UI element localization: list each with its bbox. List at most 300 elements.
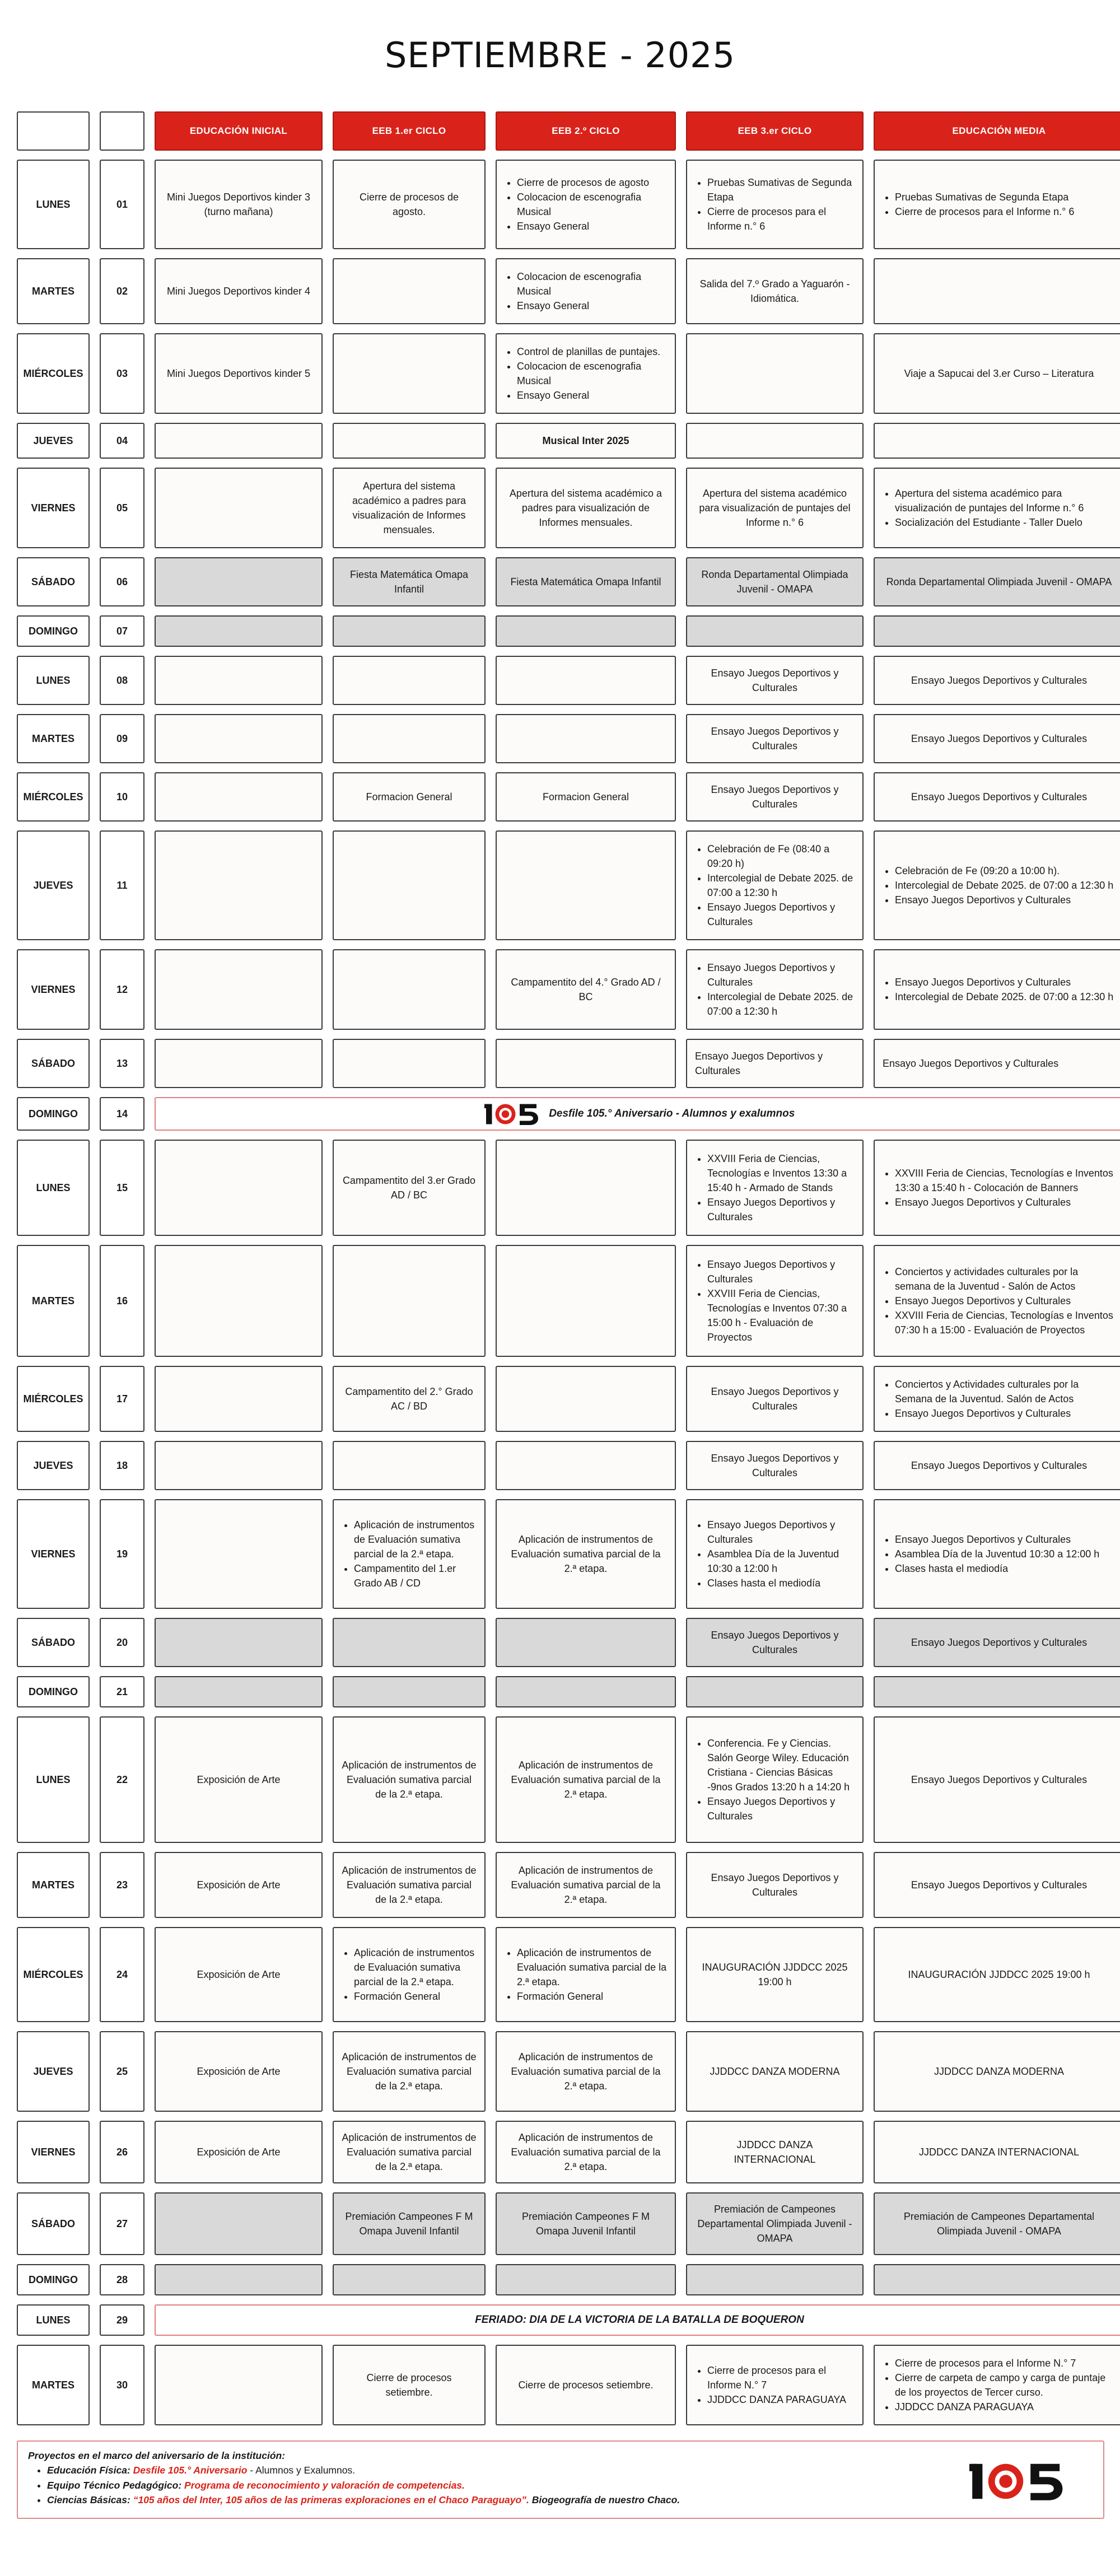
footer-item bbox=[47, 2493, 1093, 2507]
event-item: • Cierre de procesos para el Informe N.° 7 bbox=[895, 2356, 1116, 2370]
event-item: • XXVIII Feria de Ciencias, Tecnologías e Inventos 13:30 a 15:40 h - Colocación de Banners bbox=[895, 1166, 1116, 1195]
event-item: • Aplicación de instrumentos de Evaluación sumativa parcial de la 2.ª etapa. bbox=[517, 1945, 667, 1989]
cell-23-eeb-2-ciclo bbox=[496, 1852, 676, 1918]
cell-24-eeb-1-ciclo bbox=[333, 1927, 486, 2022]
header-corner-day bbox=[17, 111, 90, 151]
event-text: Ensayo Juegos Deportivos y Culturales bbox=[695, 1050, 823, 1076]
cell-01-eeb-2-ciclo bbox=[496, 160, 676, 249]
cell-28-educacion-inicial bbox=[155, 2264, 323, 2295]
event-text: Exposición de Arte bbox=[197, 2146, 281, 2158]
event-text: Exposición de Arte bbox=[197, 1879, 281, 1891]
day-name-29: LUNES bbox=[17, 2304, 90, 2336]
event-list bbox=[505, 269, 667, 313]
day-name-07: DOMINGO bbox=[17, 615, 90, 647]
day-number-23: 23 bbox=[100, 1852, 144, 1918]
day-name-14: DOMINGO bbox=[17, 1097, 90, 1131]
cell-15-educacion-inicial bbox=[155, 1140, 323, 1236]
cell-20-educacion-media bbox=[874, 1618, 1120, 1667]
event-text: Ensayo Juegos Deportivos y Culturales bbox=[711, 725, 839, 752]
cell-21-eeb-2-ciclo bbox=[496, 1676, 676, 1707]
day-name-02: MARTES bbox=[17, 258, 90, 324]
cell-19-eeb-2-ciclo bbox=[496, 1499, 676, 1609]
event-text: Ensayo Juegos Deportivos y Culturales bbox=[911, 674, 1088, 686]
cell-25-educacion-media bbox=[874, 2031, 1120, 2112]
anniversary-logo-icon bbox=[484, 1102, 539, 1127]
day-name-27: SÁBADO bbox=[17, 2192, 90, 2255]
cell-10-eeb-1-ciclo bbox=[333, 772, 486, 822]
event-text: Premiación Campeones F M Omapa Juvenil Infantil bbox=[521, 2210, 650, 2237]
cell-07-eeb-2-ciclo bbox=[496, 615, 676, 647]
event-item: • XXVIII Feria de Ciencias, Tecnologías e Inventos 07:30 h a 15:00 - Evaluación de Proyectos bbox=[895, 1308, 1116, 1337]
event-item: • Intercolegial de Debate 2025. de 07:00 a 12:30 h bbox=[707, 990, 855, 1019]
event-list bbox=[883, 1377, 1116, 1421]
cell-27-eeb-3-ciclo bbox=[686, 2192, 864, 2255]
event-item: • Intercolegial de Debate 2025. de 07:00 a 12:30 h bbox=[895, 878, 1116, 893]
event-item: • Celebración de Fe (09:20 a 10:00 h). bbox=[895, 864, 1116, 878]
cell-07-educacion-media bbox=[874, 615, 1120, 647]
cell-05-educacion-media bbox=[874, 468, 1120, 548]
cell-03-educacion-media bbox=[874, 333, 1120, 414]
day-name-16: MARTES bbox=[17, 1245, 90, 1357]
event-item: • Ensayo General bbox=[517, 388, 667, 403]
event-item: • XXVIII Feria de Ciencias, Tecnologías e Inventos 07:30 a 15:00 h - Evaluación de Proyectos bbox=[707, 1286, 855, 1345]
cell-12-educacion-media bbox=[874, 949, 1120, 1030]
cell-06-eeb-3-ciclo bbox=[686, 557, 864, 606]
event-item: • Formación General bbox=[517, 1989, 667, 2004]
event-text: Fiesta Matemática Omapa Infantil bbox=[510, 576, 661, 587]
cell-08-eeb-2-ciclo bbox=[496, 656, 676, 705]
cell-08-eeb-1-ciclo bbox=[333, 656, 486, 705]
event-list bbox=[883, 1532, 1116, 1576]
cell-05-eeb-3-ciclo bbox=[686, 468, 864, 548]
cell-07-educacion-inicial bbox=[155, 615, 323, 647]
day-number-16: 16 bbox=[100, 1245, 144, 1357]
cell-30-educacion-inicial bbox=[155, 2345, 323, 2425]
day-name-19: VIERNES bbox=[17, 1499, 90, 1609]
cell-01-educacion-media bbox=[874, 160, 1120, 249]
cell-17-educacion-media bbox=[874, 1366, 1120, 1432]
day-number-26: 26 bbox=[100, 2121, 144, 2183]
event-item: • Control de planillas de puntajes. bbox=[517, 344, 667, 359]
event-item: • JJDDCC DANZA PARAGUAYA bbox=[707, 2392, 855, 2407]
cell-08-educacion-inicial bbox=[155, 656, 323, 705]
cell-25-eeb-2-ciclo bbox=[496, 2031, 676, 2112]
anniversary-logo bbox=[969, 2460, 1064, 2507]
cell-01-educacion-inicial bbox=[155, 160, 323, 249]
day-number-02: 02 bbox=[100, 258, 144, 324]
event-text: Ensayo Juegos Deportivos y Culturales bbox=[883, 1057, 1059, 1069]
cell-15-eeb-2-ciclo bbox=[496, 1140, 676, 1236]
event-text: Apertura del sistema académico a padres para visualización de Informes mensuales. bbox=[509, 487, 662, 529]
day-number-13: 13 bbox=[100, 1039, 144, 1088]
event-list bbox=[695, 842, 855, 930]
event-list bbox=[883, 486, 1116, 530]
event-item: • Pruebas Sumativas de Segunda Etapa bbox=[707, 175, 855, 204]
cell-08-eeb-3-ciclo bbox=[686, 656, 864, 705]
event-list bbox=[695, 1257, 855, 1345]
calendar-grid bbox=[17, 111, 1114, 2425]
cell-02-eeb-1-ciclo bbox=[333, 258, 486, 324]
event-text: Campamentito del 2.° Grado AC / BD bbox=[345, 1385, 473, 1412]
event-item: • Colocacion de escenografia Musical bbox=[517, 269, 667, 298]
day-name-10: MIÉRCOLES bbox=[17, 772, 90, 822]
day-name-08: LUNES bbox=[17, 656, 90, 705]
event-item: • Clases hasta el mediodía bbox=[707, 1576, 855, 1590]
event-text: Aplicación de instrumentos de Evaluación sumativa parcial de la 2.ª etapa. bbox=[342, 1759, 477, 1800]
event-text: Fiesta Matemática Omapa Infantil bbox=[349, 568, 469, 595]
cell-01-eeb-1-ciclo bbox=[333, 160, 486, 249]
cell-22-educacion-media bbox=[874, 1716, 1120, 1843]
cell-16-educacion-media bbox=[874, 1245, 1120, 1357]
day-number-19: 19 bbox=[100, 1499, 144, 1609]
banner-content bbox=[484, 1102, 795, 1127]
event-item: • Campamentito del 1.er Grado AB / CD bbox=[354, 1561, 477, 1590]
cell-26-eeb-3-ciclo bbox=[686, 2121, 864, 2183]
event-item: • Ensayo Juegos Deportivos y Culturales bbox=[707, 1794, 855, 1823]
event-text: Cierre de procesos de agosto. bbox=[359, 191, 459, 217]
footer-list bbox=[28, 2463, 1093, 2507]
cell-05-educacion-inicial bbox=[155, 468, 323, 548]
footer-projects bbox=[17, 2440, 1104, 2519]
event-text: Mini Juegos Deportivos kinder 5 bbox=[166, 367, 311, 379]
day-number-08: 08 bbox=[100, 656, 144, 705]
event-item: • Ensayo Juegos Deportivos y Culturales bbox=[707, 960, 855, 990]
cell-08-educacion-media bbox=[874, 656, 1120, 705]
event-text: Aplicación de instrumentos de Evaluación sumativa parcial de la 2.ª etapa. bbox=[511, 1533, 661, 1575]
cell-02-eeb-2-ciclo bbox=[496, 258, 676, 324]
cell-18-educacion-media bbox=[874, 1441, 1120, 1490]
event-list bbox=[505, 1945, 667, 2004]
day-name-15: LUNES bbox=[17, 1140, 90, 1236]
header-eeb-2-ciclo: EEB 2.º CICLO bbox=[496, 111, 676, 151]
event-list bbox=[883, 1166, 1116, 1210]
cell-20-educacion-inicial bbox=[155, 1618, 323, 1667]
cell-04-eeb-2-ciclo bbox=[496, 423, 676, 459]
day-name-30: MARTES bbox=[17, 2345, 90, 2425]
cell-25-eeb-1-ciclo bbox=[333, 2031, 486, 2112]
cell-19-eeb-3-ciclo bbox=[686, 1499, 864, 1609]
event-text: JJDDCC DANZA MODERNA bbox=[710, 2065, 840, 2077]
cell-18-eeb-2-ciclo bbox=[496, 1441, 676, 1490]
cell-22-eeb-1-ciclo bbox=[333, 1716, 486, 1843]
footer-item-label: Educación Física: bbox=[47, 2465, 130, 2476]
event-item: • Ensayo General bbox=[517, 219, 667, 234]
event-text: Mini Juegos Deportivos kinder 4 bbox=[166, 285, 311, 297]
event-text: Ensayo Juegos Deportivos y Culturales bbox=[911, 1774, 1088, 1785]
event-item: • Conferencia. Fe y Ciencias. Salón George Wiley. Educación Cristiana - Ciencias Básicas -9nos Grados 13:20 h a 14:20 h bbox=[707, 1736, 855, 1794]
cell-27-educacion-inicial bbox=[155, 2192, 323, 2255]
event-item: • Aplicación de instrumentos de Evaluación sumativa parcial de la 2.ª etapa. bbox=[354, 1518, 477, 1561]
day-number-18: 18 bbox=[100, 1441, 144, 1490]
footer-item-rest: Biogeografía de nuestro Chaco. bbox=[529, 2494, 680, 2505]
cell-30-eeb-1-ciclo bbox=[333, 2345, 486, 2425]
cell-28-eeb-2-ciclo bbox=[496, 2264, 676, 2295]
event-list bbox=[695, 960, 855, 1019]
event-text: Ensayo Juegos Deportivos y Culturales bbox=[911, 1879, 1088, 1891]
day-number-04: 04 bbox=[100, 423, 144, 459]
day-number-29: 29 bbox=[100, 2304, 144, 2336]
cell-15-eeb-1-ciclo bbox=[333, 1140, 486, 1236]
day-name-09: MARTES bbox=[17, 714, 90, 763]
cell-25-educacion-inicial bbox=[155, 2031, 323, 2112]
event-item: • Asamblea Día de la Juventud 10:30 a 12:00 h bbox=[895, 1547, 1116, 1561]
day-name-26: VIERNES bbox=[17, 2121, 90, 2183]
cell-05-eeb-2-ciclo bbox=[496, 468, 676, 548]
day-number-10: 10 bbox=[100, 772, 144, 822]
event-item: • XXVIII Feria de Ciencias, Tecnologías e Inventos 13:30 a 15:40 h - Armado de Stands bbox=[707, 1151, 855, 1195]
cell-11-eeb-3-ciclo bbox=[686, 830, 864, 940]
cell-17-eeb-1-ciclo bbox=[333, 1366, 486, 1432]
cell-17-eeb-3-ciclo bbox=[686, 1366, 864, 1432]
cell-16-eeb-2-ciclo bbox=[496, 1245, 676, 1357]
cell-07-eeb-3-ciclo bbox=[686, 615, 864, 647]
event-list bbox=[505, 344, 667, 403]
cell-19-eeb-1-ciclo bbox=[333, 1499, 486, 1609]
cell-28-educacion-media bbox=[874, 2264, 1120, 2295]
event-text: Ensayo Juegos Deportivos y Culturales bbox=[911, 732, 1088, 744]
event-text: Aplicación de instrumentos de Evaluación sumativa parcial de la 2.ª etapa. bbox=[342, 2131, 477, 2173]
event-list bbox=[342, 1518, 477, 1590]
day-name-06: SÁBADO bbox=[17, 557, 90, 606]
event-item: • Ensayo Juegos Deportivos y Culturales bbox=[707, 1257, 855, 1286]
cell-30-eeb-2-ciclo bbox=[496, 2345, 676, 2425]
cell-10-eeb-3-ciclo bbox=[686, 772, 864, 822]
event-list bbox=[695, 2363, 855, 2407]
event-item: • Formación General bbox=[354, 1989, 477, 2004]
event-text: JJDDCC DANZA INTERNACIONAL bbox=[734, 2139, 816, 2165]
event-item: • Intercolegial de Debate 2025. de 07:00 a 12:30 h bbox=[707, 871, 855, 900]
cell-04-eeb-3-ciclo bbox=[686, 423, 864, 459]
day-name-11: JUEVES bbox=[17, 830, 90, 940]
cell-07-eeb-1-ciclo bbox=[333, 615, 486, 647]
cell-13-eeb-3-ciclo bbox=[686, 1039, 864, 1088]
event-item: • Conciertos y actividades culturales por la semana de la Juventud - Salón de Actos bbox=[895, 1264, 1116, 1294]
day-number-30: 30 bbox=[100, 2345, 144, 2425]
cell-09-educacion-media bbox=[874, 714, 1120, 763]
footer-item-highlight: Desfile 105.° Aniversario bbox=[133, 2465, 248, 2476]
event-text: JJDDCC DANZA MODERNA bbox=[934, 2065, 1064, 2077]
day-name-05: VIERNES bbox=[17, 468, 90, 548]
event-text: Formacion General bbox=[366, 791, 452, 802]
day-name-22: LUNES bbox=[17, 1716, 90, 1843]
day-name-28: DOMINGO bbox=[17, 2264, 90, 2295]
holiday-banner bbox=[155, 2304, 1120, 2336]
event-item: • Ensayo Juegos Deportivos y Culturales bbox=[895, 1294, 1116, 1308]
cell-21-eeb-3-ciclo bbox=[686, 1676, 864, 1707]
cell-22-eeb-2-ciclo bbox=[496, 1716, 676, 1843]
cell-20-eeb-1-ciclo bbox=[333, 1618, 486, 1667]
cell-04-eeb-1-ciclo bbox=[333, 423, 486, 459]
footer-item bbox=[47, 2463, 1093, 2477]
cell-18-educacion-inicial bbox=[155, 1441, 323, 1490]
event-text: Mini Juegos Deportivos kinder 3 (turno mañana) bbox=[166, 191, 311, 217]
header-educacion-inicial: EDUCACIÓN INICIAL bbox=[155, 111, 323, 151]
event-text: Aplicación de instrumentos de Evaluación sumativa parcial de la 2.ª etapa. bbox=[342, 1864, 477, 1906]
footer-item-label: Equipo Técnico Pedagógico: bbox=[47, 2479, 182, 2491]
cell-13-eeb-1-ciclo bbox=[333, 1039, 486, 1088]
event-item: • Celebración de Fe (08:40 a 09:20 h) bbox=[707, 842, 855, 871]
footer-item bbox=[47, 2478, 1093, 2493]
day-name-18: JUEVES bbox=[17, 1441, 90, 1490]
cell-04-educacion-inicial bbox=[155, 423, 323, 459]
header-corner-num bbox=[100, 111, 144, 151]
day-name-20: SÁBADO bbox=[17, 1618, 90, 1667]
cell-24-eeb-3-ciclo bbox=[686, 1927, 864, 2022]
event-item: • Ensayo Juegos Deportivos y Culturales bbox=[895, 975, 1116, 990]
event-item: • Socialización del Estudiante - Taller Duelo bbox=[895, 515, 1116, 530]
cell-28-eeb-3-ciclo bbox=[686, 2264, 864, 2295]
event-item: • Asamblea Día de la Juventud 10:30 a 12:00 h bbox=[707, 1547, 855, 1576]
cell-30-eeb-3-ciclo bbox=[686, 2345, 864, 2425]
day-number-15: 15 bbox=[100, 1140, 144, 1236]
cell-17-eeb-2-ciclo bbox=[496, 1366, 676, 1432]
cell-18-eeb-3-ciclo bbox=[686, 1441, 864, 1490]
cell-01-eeb-3-ciclo bbox=[686, 160, 864, 249]
event-item: • Ensayo Juegos Deportivos y Culturales bbox=[895, 1532, 1116, 1547]
cell-02-educacion-inicial bbox=[155, 258, 323, 324]
cell-02-educacion-media bbox=[874, 258, 1120, 324]
event-list bbox=[883, 2356, 1116, 2414]
day-number-07: 07 bbox=[100, 615, 144, 647]
day-number-17: 17 bbox=[100, 1366, 144, 1432]
event-text: Ensayo Juegos Deportivos y Culturales bbox=[911, 1459, 1088, 1471]
event-text: Exposición de Arte bbox=[197, 1774, 281, 1785]
event-list bbox=[883, 975, 1116, 1004]
cell-04-educacion-media bbox=[874, 423, 1120, 459]
cell-23-educacion-inicial bbox=[155, 1852, 323, 1918]
cell-03-eeb-3-ciclo bbox=[686, 333, 864, 414]
cell-21-educacion-media bbox=[874, 1676, 1120, 1707]
event-text: JJDDCC DANZA INTERNACIONAL bbox=[918, 2146, 1080, 2158]
anniversary-parade-banner bbox=[155, 1097, 1120, 1131]
footer-item-highlight: Programa de reconocimiento y valoración de competencias. bbox=[184, 2479, 465, 2491]
cell-18-eeb-1-ciclo bbox=[333, 1441, 486, 1490]
day-name-12: VIERNES bbox=[17, 949, 90, 1030]
day-number-14: 14 bbox=[100, 1097, 144, 1131]
event-text: Cierre de procesos setiembre. bbox=[518, 2379, 654, 2391]
event-text: Formacion General bbox=[542, 791, 629, 802]
event-text: Ensayo Juegos Deportivos y Culturales bbox=[711, 1452, 839, 1478]
cell-27-eeb-1-ciclo bbox=[333, 2192, 486, 2255]
event-item: • Colocacion de escenografia Musical bbox=[517, 190, 667, 219]
cell-12-eeb-3-ciclo bbox=[686, 949, 864, 1030]
event-text: Ensayo Juegos Deportivos y Culturales bbox=[711, 1385, 839, 1412]
cell-06-educacion-media bbox=[874, 557, 1120, 606]
event-text: Campamentito del 3.er Grado AD / BC bbox=[342, 1174, 476, 1201]
event-text: Viaje a Sapucai del 3.er Curso – Literatura bbox=[904, 367, 1094, 379]
cell-11-educacion-inicial bbox=[155, 830, 323, 940]
cell-22-educacion-inicial bbox=[155, 1716, 323, 1843]
event-list bbox=[883, 190, 1116, 219]
cell-11-eeb-1-ciclo bbox=[333, 830, 486, 940]
day-number-12: 12 bbox=[100, 949, 144, 1030]
event-text: Campamentito del 4.° Grado AD / BC bbox=[511, 976, 661, 1002]
cell-27-eeb-2-ciclo bbox=[496, 2192, 676, 2255]
event-list bbox=[505, 175, 667, 234]
event-item: • Cierre de procesos para el Informe n.° 6 bbox=[707, 204, 855, 234]
event-item: • Ensayo General bbox=[517, 298, 667, 313]
cell-13-educacion-inicial bbox=[155, 1039, 323, 1088]
event-text: INAUGURACIÓN JJDDCC 2025 19:00 h bbox=[908, 1968, 1090, 1980]
event-text: Salida del 7.º Grado a Yaguarón - Idiomática. bbox=[699, 278, 850, 304]
cell-25-eeb-3-ciclo bbox=[686, 2031, 864, 2112]
header-eeb-1-ciclo: EEB 1.er CICLO bbox=[333, 111, 486, 151]
footer-heading: Proyectos en el marco del aniversario de la institución: bbox=[28, 2450, 286, 2461]
cell-24-educacion-media bbox=[874, 1927, 1120, 2022]
day-number-11: 11 bbox=[100, 830, 144, 940]
event-list bbox=[695, 1736, 855, 1824]
header-eeb-3-ciclo: EEB 3.er CICLO bbox=[686, 111, 864, 151]
event-item: • Cierre de carpeta de campo y carga de puntaje de los proyectos de Tercer curso. bbox=[895, 2370, 1116, 2400]
day-number-27: 27 bbox=[100, 2192, 144, 2255]
event-text: Aplicación de instrumentos de Evaluación sumativa parcial de la 2.ª etapa. bbox=[511, 1759, 661, 1800]
day-name-23: MARTES bbox=[17, 1852, 90, 1918]
cell-24-eeb-2-ciclo bbox=[496, 1927, 676, 2022]
cell-06-eeb-2-ciclo bbox=[496, 557, 676, 606]
day-name-03: MIÉRCOLES bbox=[17, 333, 90, 414]
event-item: • Colocacion de escenografia Musical bbox=[517, 359, 667, 388]
event-text: INAUGURACIÓN JJDDCC 2025 19:00 h bbox=[702, 1961, 848, 1987]
event-item: • Ensayo Juegos Deportivos y Culturales bbox=[895, 1406, 1116, 1421]
day-number-09: 09 bbox=[100, 714, 144, 763]
event-text: Exposición de Arte bbox=[197, 1968, 281, 1980]
day-name-24: MIÉRCOLES bbox=[17, 1927, 90, 2022]
event-list bbox=[883, 864, 1116, 907]
cell-26-eeb-2-ciclo bbox=[496, 2121, 676, 2183]
cell-10-educacion-media bbox=[874, 772, 1120, 822]
event-list bbox=[695, 1151, 855, 1224]
event-item: • Ensayo Juegos Deportivos y Culturales bbox=[895, 893, 1116, 907]
cell-09-eeb-2-ciclo bbox=[496, 714, 676, 763]
event-text: Aplicación de instrumentos de Evaluación sumativa parcial de la 2.ª etapa. bbox=[511, 2131, 661, 2173]
event-list bbox=[342, 1945, 477, 2004]
day-number-06: 06 bbox=[100, 557, 144, 606]
day-number-21: 21 bbox=[100, 1676, 144, 1707]
event-item: • Intercolegial de Debate 2025. de 07:00 a 12:30 h bbox=[895, 990, 1116, 1004]
event-text: Apertura del sistema académico para visualización de puntajes del Informe n.° 6 bbox=[699, 487, 851, 529]
day-number-01: 01 bbox=[100, 160, 144, 249]
header-educacion-media: EDUCACIÓN MEDIA bbox=[874, 111, 1120, 151]
cell-13-educacion-media bbox=[874, 1039, 1120, 1088]
day-number-20: 20 bbox=[100, 1618, 144, 1667]
event-text: Cierre de procesos setiembre. bbox=[366, 2372, 452, 2398]
cell-28-eeb-1-ciclo bbox=[333, 2264, 486, 2295]
event-text: Aplicación de instrumentos de Evaluación sumativa parcial de la 2.ª etapa. bbox=[342, 2051, 477, 2092]
cell-12-educacion-inicial bbox=[155, 949, 323, 1030]
cell-30-educacion-media bbox=[874, 2345, 1120, 2425]
cell-12-eeb-2-ciclo bbox=[496, 949, 676, 1030]
cell-26-eeb-1-ciclo bbox=[333, 2121, 486, 2183]
cell-12-eeb-1-ciclo bbox=[333, 949, 486, 1030]
cell-09-eeb-1-ciclo bbox=[333, 714, 486, 763]
cell-20-eeb-2-ciclo bbox=[496, 1618, 676, 1667]
day-name-13: SÁBADO bbox=[17, 1039, 90, 1088]
banner-content bbox=[475, 2312, 804, 2328]
cell-20-eeb-3-ciclo bbox=[686, 1618, 864, 1667]
cell-05-eeb-1-ciclo bbox=[333, 468, 486, 548]
event-text: Ensayo Juegos Deportivos y Culturales bbox=[711, 1872, 839, 1898]
cell-10-eeb-2-ciclo bbox=[496, 772, 676, 822]
event-text: Ensayo Juegos Deportivos y Culturales bbox=[711, 1629, 839, 1655]
event-text: Ensayo Juegos Deportivos y Culturales bbox=[911, 791, 1088, 802]
event-list bbox=[883, 1264, 1116, 1337]
day-number-25: 25 bbox=[100, 2031, 144, 2112]
footer-item-rest: - Alumnos y Exalumnos. bbox=[247, 2465, 356, 2476]
cell-15-educacion-media bbox=[874, 1140, 1120, 1236]
event-text: Premiación Campeones F M Omapa Juvenil Infantil bbox=[345, 2210, 473, 2237]
cell-24-educacion-inicial bbox=[155, 1927, 323, 2022]
event-text: Aplicación de instrumentos de Evaluación sumativa parcial de la 2.ª etapa. bbox=[511, 1864, 661, 1906]
